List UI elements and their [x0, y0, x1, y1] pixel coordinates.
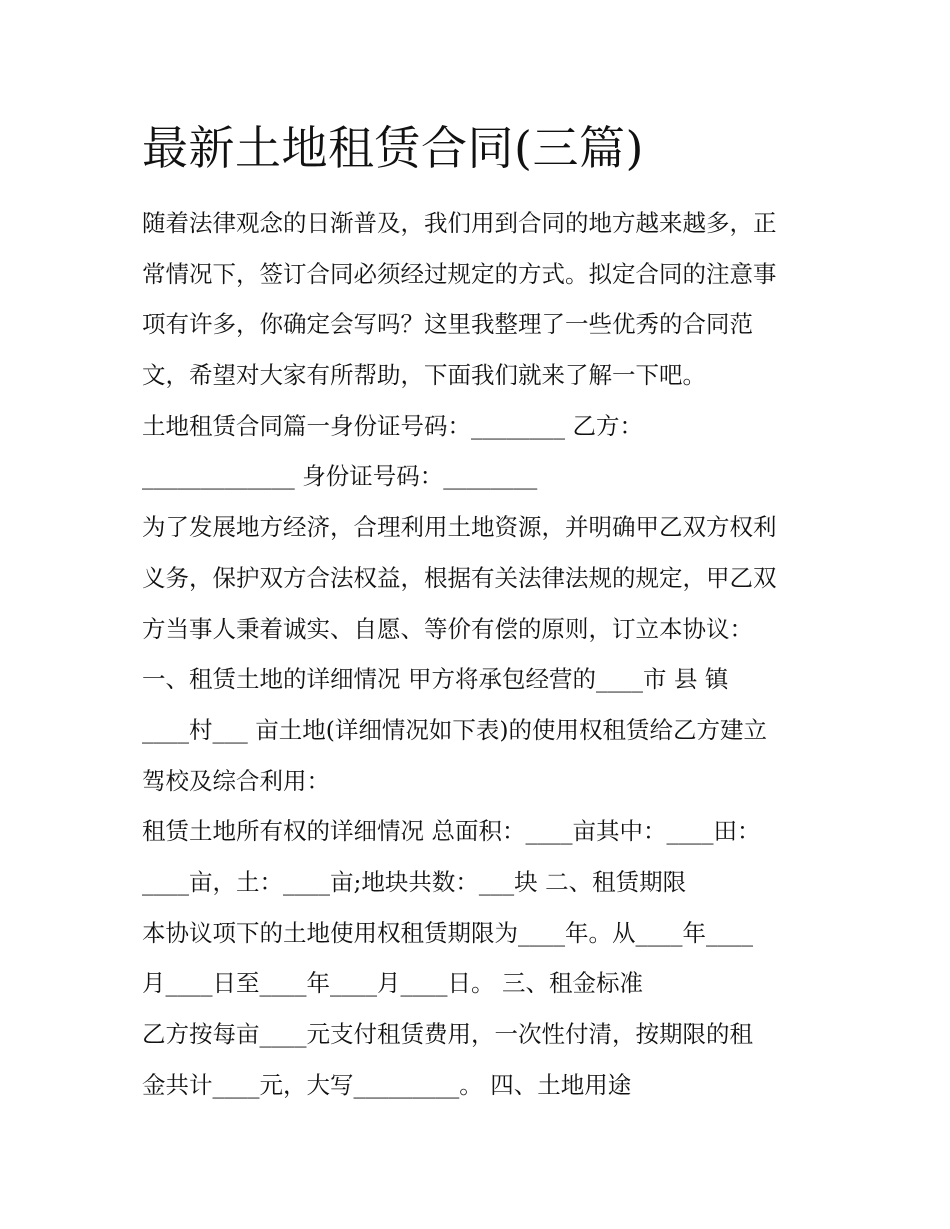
body-line: 一、租赁土地的详细情况 甲方将承包经营的____市 县 镇 — [142, 665, 729, 694]
body-line: 驾校及综合利用： — [142, 766, 330, 795]
body-line: 为了发展地方经济，合理利用土地资源，并明确甲乙双方权利 — [142, 513, 777, 542]
body-line: 义务，保护双方合法权益，根据有关法律法规的规定，甲乙双 — [142, 563, 777, 592]
body-line: 租赁土地所有权的详细情况 总面积：____亩其中：____田： — [142, 817, 761, 846]
body-line: 常情况下，签订合同必须经过规定的方式。拟定合同的注意事 — [142, 259, 777, 288]
body-line: 金共计____元，大写_________。 四、土地用途 — [142, 1070, 632, 1099]
body-line: ____亩，土：____亩;地块共数：___块 二、租赁期限 — [142, 867, 687, 896]
body-line: 本协议项下的土地使用权租赁期限为____年。从____年____ — [142, 918, 753, 947]
body-line: _____________ 身份证号码：________ — [142, 462, 538, 491]
body-line: 乙方按每亩____元支付租赁费用，一次性付清，按期限的租 — [142, 1020, 753, 1048]
body-line: ____村___ 亩土地(详细情况如下表)的使用权租赁给乙方建立 — [142, 715, 768, 744]
body-line: 方当事人秉着诚实、自愿、等价有偿的原则，订立本协议： — [142, 614, 753, 643]
document-title: 最新土地租赁合同(三篇) — [142, 121, 644, 175]
body-line: 项有许多，你确定会写吗？这里我整理了一些优秀的合同范 — [142, 310, 753, 339]
body-line: 土地租赁合同篇一身份证号码：________ 乙方： — [142, 411, 643, 440]
body-line: 随着法律观念的日渐普及，我们用到合同的地方越来越多，正 — [142, 209, 777, 237]
body-line: 文，希望对大家有所帮助，下面我们就来了解一下吧。 — [142, 361, 706, 390]
body-line: 月____日至____年____月____日。 三、租金标准 — [142, 969, 643, 998]
document-body — [142, 198, 822, 1110]
